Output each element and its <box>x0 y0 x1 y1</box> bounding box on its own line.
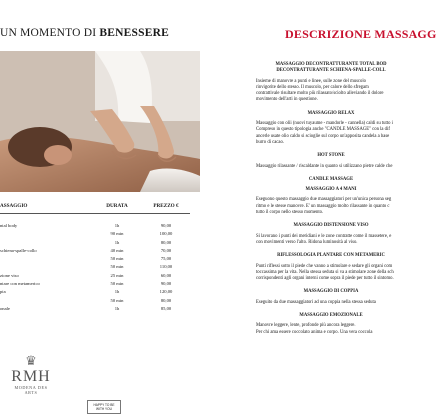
logo-name: RMH <box>11 368 51 385</box>
row-service: schiena-spalle-collo <box>0 247 37 253</box>
section-line: Punti riflessi sotto il piede che vanno a stimolare e sedare gli organi com <box>256 263 393 269</box>
section-line: Massaggio rilassante / riscaldante in quanto si utilizzano pietre calde che <box>256 163 393 169</box>
section-line: Massaggio con olii (nuovi tuyaume - mandorle - cannella) caldi su tutto i <box>256 121 393 127</box>
section-line: tutto il corpo nello stesso momento. <box>256 210 324 216</box>
header-price: PREZZO € <box>153 203 179 209</box>
table-row <box>0 263 190 271</box>
row-price: 85,00 <box>160 305 172 311</box>
table-row <box>0 238 190 246</box>
row-price <box>142 213 190 221</box>
table-row <box>0 254 190 262</box>
table-row <box>0 246 190 254</box>
row-service: pia <box>0 289 6 295</box>
row-price: 70,00 <box>160 247 172 253</box>
table-row <box>0 271 190 279</box>
price-table-header <box>0 203 190 213</box>
row-duration: 1h <box>114 222 120 228</box>
section-line: burro di cacao. <box>256 139 284 145</box>
table-row <box>0 296 190 304</box>
row-duration: 25 min <box>110 272 124 278</box>
table-row <box>0 213 190 221</box>
row-duration <box>92 213 142 221</box>
section-heading: DECONTRATTURANTE SCHIENA-SPALLE-COLL <box>276 68 386 74</box>
table-row <box>0 279 190 287</box>
row-price: 75,00 <box>160 256 172 262</box>
section-line: Per chi ama essere coccolato anima e corpo. Una vera coccola <box>256 329 373 335</box>
left-page-title <box>0 27 210 43</box>
row-duration: 50 min <box>110 264 124 270</box>
section-line: ancerle usate olio caldo si scioglie sul corpo un'apposita candela a base <box>256 133 390 139</box>
description-column <box>256 62 426 336</box>
section-line: Insieme di manovre a punti e linee, sulle zone del muscolo <box>256 78 366 84</box>
section-line: ritmo e le stesse manovre. E' un massaggio molto rilassante in quanto c <box>256 203 390 209</box>
section-heading: MASSAGGIO EMOZIONALE <box>299 313 363 319</box>
row-price: 110,00 <box>159 264 173 270</box>
table-row <box>0 288 190 296</box>
title-prefix: UN MOMENTO DI <box>0 27 100 39</box>
row-price: 120,00 <box>159 289 173 295</box>
section-line: toccassima per la vita. Nella stessa seduta si va a stimolare zone della sch <box>256 269 394 275</box>
row-service: ntal body <box>0 222 18 228</box>
massage-illustration <box>0 51 200 192</box>
row-duration: 1h <box>114 239 120 245</box>
section-heading: HOT STONE <box>317 153 345 159</box>
section-line: Eseguito da due massaggiatori ad una coppia nella stessa seduta <box>256 299 376 305</box>
row-service <box>0 254 92 262</box>
row-price: 80,00 <box>160 297 172 303</box>
table-row <box>0 230 190 238</box>
crown-icon: ♛ <box>25 353 37 368</box>
section-heading: MASSAGGIO A 4 MANI <box>305 187 357 193</box>
massage-photo <box>0 51 200 192</box>
right-page-title: DESCRIZIONE MASSAGG <box>285 27 437 41</box>
badge-line-1: HAPPY TO BE <box>93 403 115 407</box>
row-service <box>0 238 92 246</box>
row-service <box>0 296 92 304</box>
row-price: 100,00 <box>159 231 173 237</box>
row-price: 80,00 <box>160 239 172 245</box>
row-price: 60,00 <box>160 272 172 278</box>
row-duration: 50 min <box>110 297 124 303</box>
row-service: zione viso <box>0 272 19 278</box>
section-line: Si lavorano i punti dei meridiani e le zone contratte come il massetere, e <box>256 233 392 239</box>
section-heading: MASSAGGIO RELAX <box>307 110 355 116</box>
section-heading: MASSAGGIO DI COPPIA <box>303 289 359 295</box>
section-heading: RIFLESSOLOGIA PLANTARE CON METAMERIC <box>277 253 385 259</box>
badge-line-2: WITH YOU <box>96 407 112 412</box>
row-duration: 1h <box>114 289 120 295</box>
row-duration: 90 min <box>110 231 124 237</box>
row-service <box>0 263 92 271</box>
row-price: 90,00 <box>160 281 172 287</box>
row-duration: 40 min <box>110 247 124 253</box>
title-bold: BENESSERE <box>99 27 169 39</box>
section-line: Eseguono questo massaggio due massaggiatori per un'unica persona seg <box>256 197 392 203</box>
logo-subtitle: MODENA DES ARTS <box>14 385 48 395</box>
table-row <box>0 304 190 312</box>
section-line: corrispondenti agli organi interni come sopra il piede per tutto il sintomo. <box>256 276 394 282</box>
section-line: movimento dell'arti in questione. <box>256 97 318 103</box>
row-service <box>0 230 92 238</box>
table-row <box>0 221 190 229</box>
section-line: contrattivale risultare molto più rilassato/sciolto alleviando il dolore <box>256 91 384 97</box>
row-service <box>0 213 92 221</box>
rmh-logo <box>8 354 54 414</box>
row-duration: 50 min <box>110 281 124 287</box>
row-duration: 1h <box>114 305 120 311</box>
row-price: 90,00 <box>160 222 172 228</box>
price-table <box>0 203 190 313</box>
section-heading: CANDLE MASSAGE <box>308 176 354 182</box>
row-service: onale <box>0 305 10 311</box>
happy-badge <box>87 400 121 414</box>
table-header-rule <box>0 213 190 214</box>
row-service: ntare con metamerico <box>0 281 40 287</box>
section-line: Manovre leggere, lente, profonde più ancora leggere. <box>256 323 356 329</box>
section-heading: MASSAGGIO DECONTRATTURANTE TOTAL BOD <box>275 62 387 67</box>
row-duration: 50 min <box>110 256 124 262</box>
header-service: ASSAGGIO <box>0 203 28 209</box>
section-line: rinvigorite dello stesso. Il muscolo, per calore dello sfregam <box>256 84 369 90</box>
header-duration: DURATA <box>106 203 128 209</box>
section-line: con movimenti verso l'alto. Ridona luminosità al viso. <box>256 239 358 245</box>
section-heading: MASSAGGIO DISTENSIONE VISO <box>293 223 369 229</box>
section-line: Compreso in questo tipologia anche "CANDLE MASSAGE" con la dif <box>256 127 390 133</box>
